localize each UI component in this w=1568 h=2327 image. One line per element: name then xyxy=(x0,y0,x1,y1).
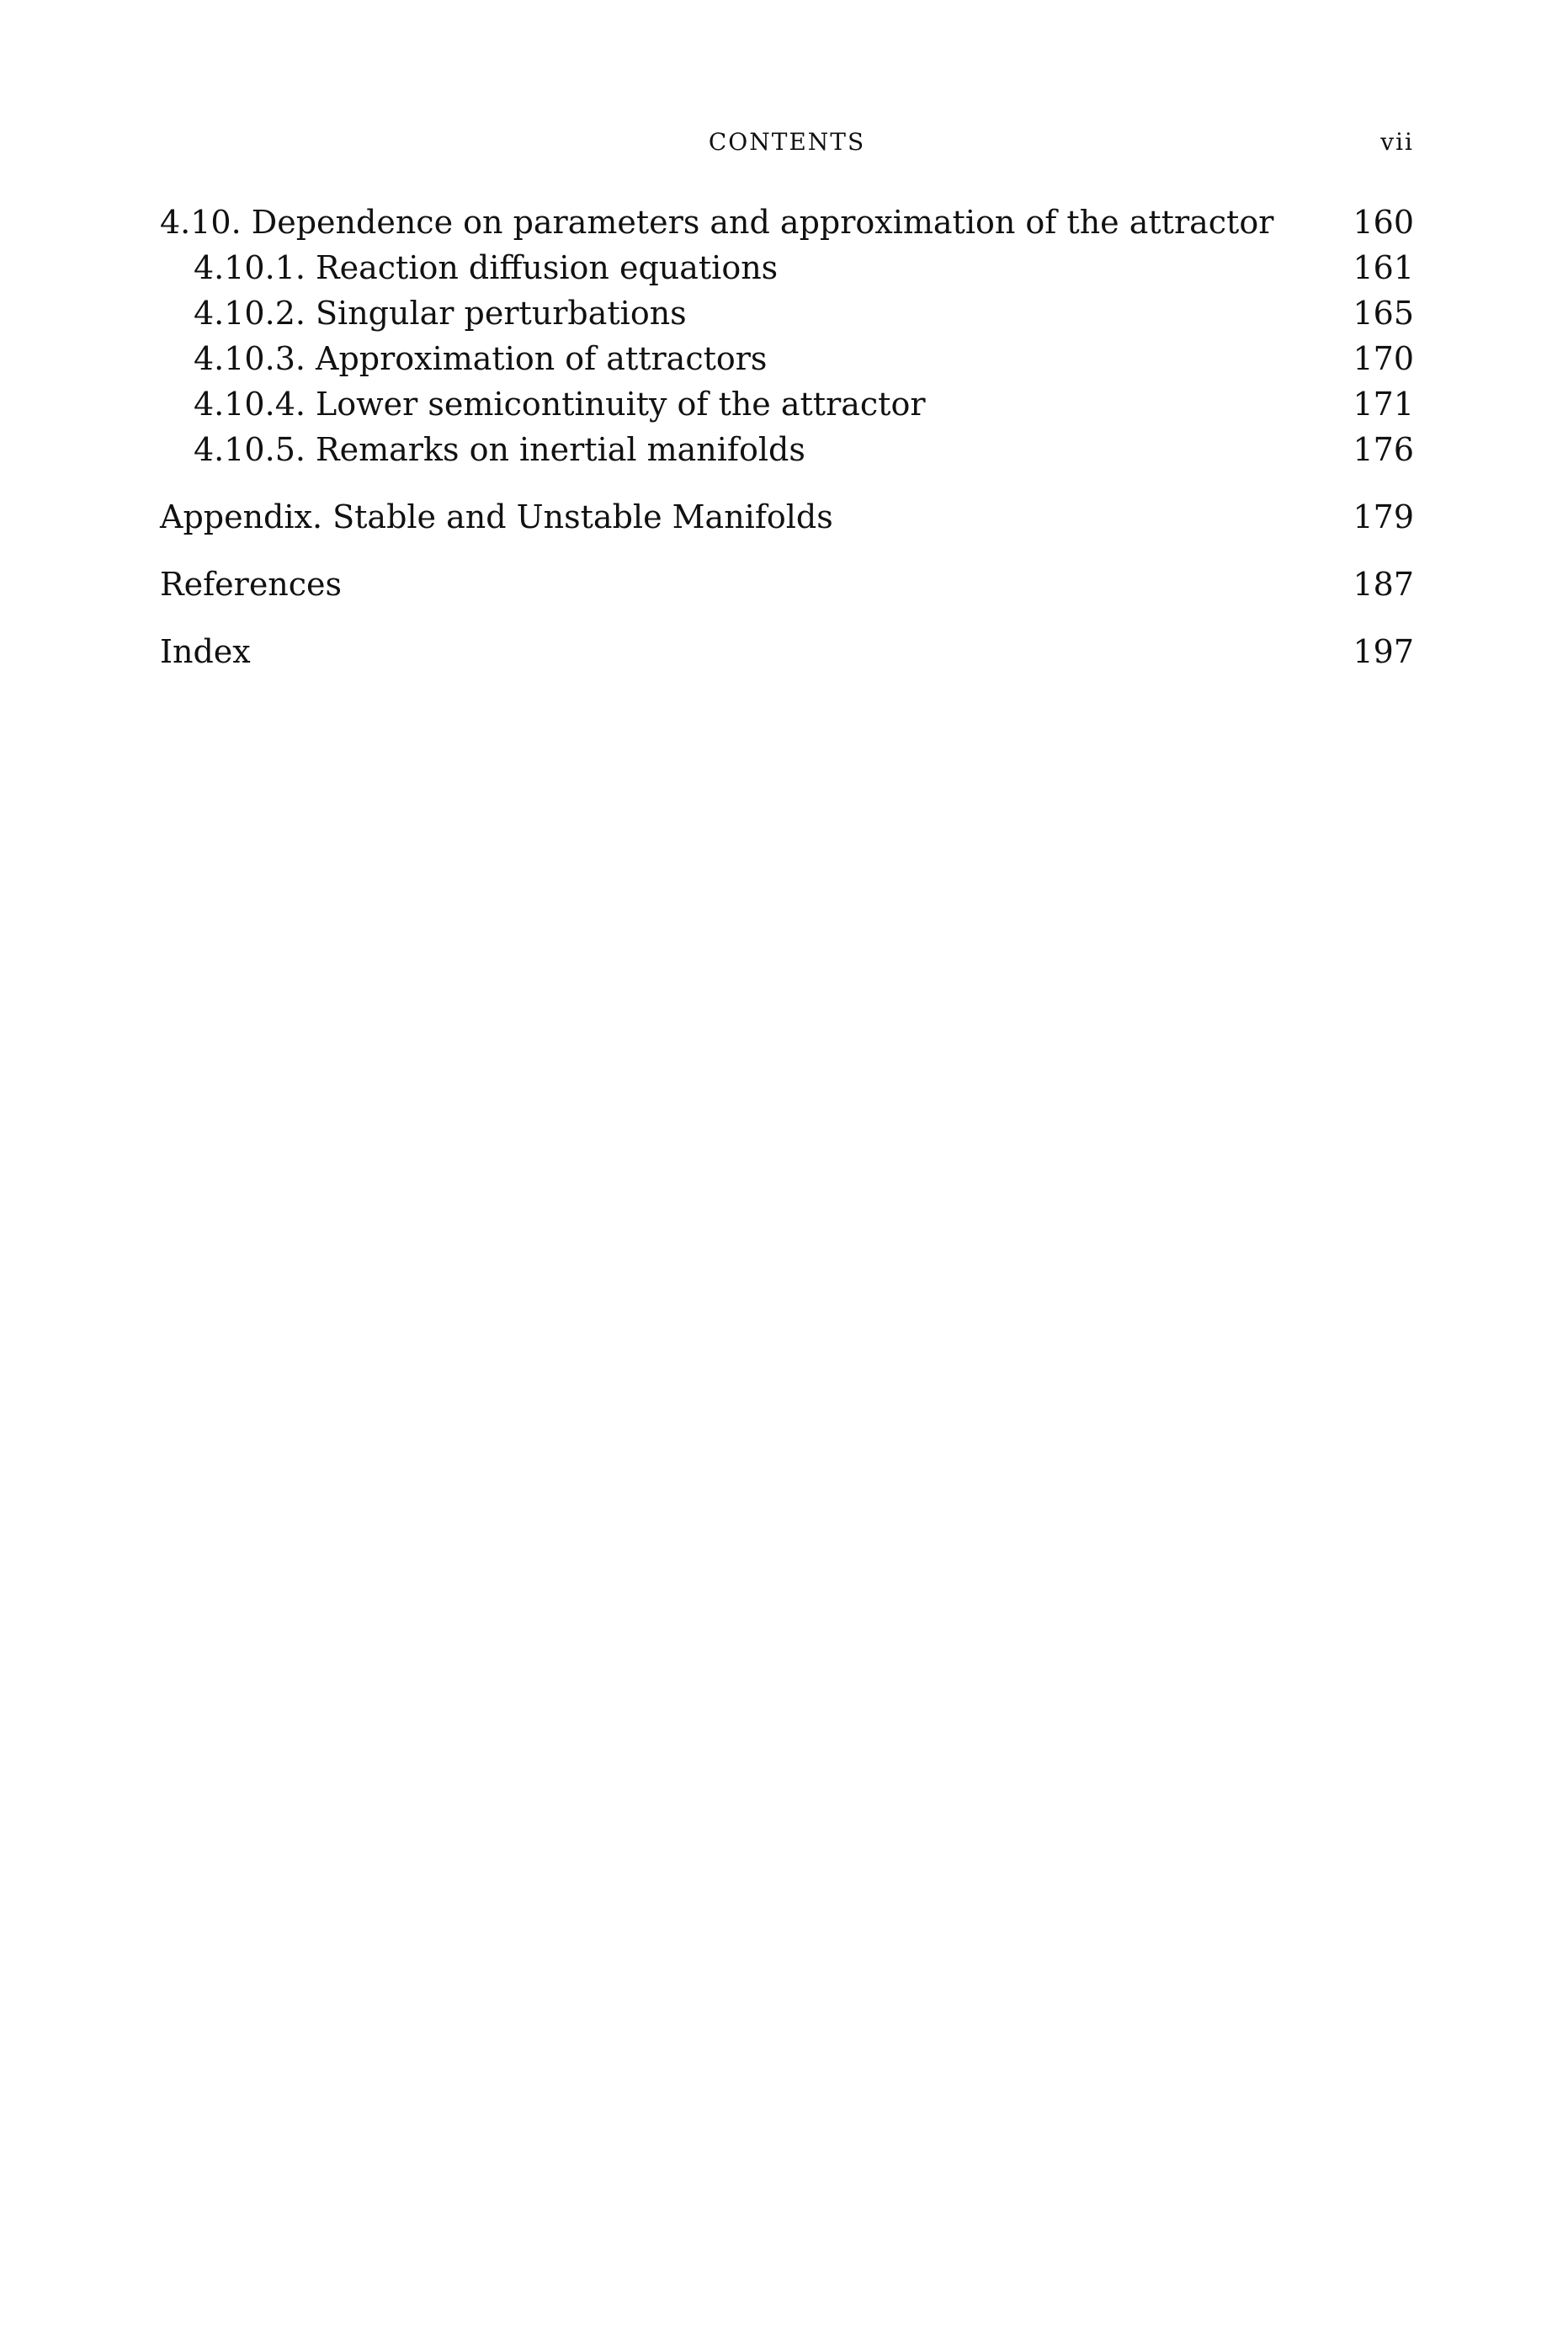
toc-entry-page: 176 xyxy=(1353,431,1414,468)
toc-entry-label: References xyxy=(160,566,343,603)
toc-entry-label: 4.10.2. Singular perturbations xyxy=(194,295,687,332)
toc-entry-page: 165 xyxy=(1353,295,1414,332)
toc-entry-section-4-10-1 xyxy=(160,245,1414,290)
toc-entry-page: 187 xyxy=(1353,566,1414,603)
running-header xyxy=(160,122,1414,162)
toc-entry-label: 4.10. Dependence on parameters and approximation of the attractor xyxy=(160,204,1274,241)
toc-entry-section-4-10-5 xyxy=(160,427,1414,472)
toc-entry-label: Appendix. Stable and Unstable Manifolds xyxy=(160,498,833,535)
running-title: CONTENTS xyxy=(708,128,866,156)
toc-entry-references xyxy=(160,562,1414,607)
toc-entry-section-4-10-4 xyxy=(160,381,1414,427)
table-of-contents xyxy=(160,200,1414,674)
toc-entry-page: 160 xyxy=(1353,204,1414,241)
toc-entry-appendix xyxy=(160,494,1414,540)
toc-entry-section-4-10-3 xyxy=(160,336,1414,381)
toc-entry-section-4-10-2 xyxy=(160,290,1414,336)
toc-entry-index xyxy=(160,629,1414,674)
toc-entry-label: 4.10.5. Remarks on inertial manifolds xyxy=(194,431,805,468)
toc-entry-label: 4.10.4. Lower semicontinuity of the attractor xyxy=(194,386,926,423)
toc-entry-page: 161 xyxy=(1353,249,1414,286)
page-number: vii xyxy=(1380,128,1414,156)
toc-entry-label: 4.10.3. Approximation of attractors xyxy=(194,340,768,377)
toc-entry-page: 171 xyxy=(1353,386,1414,423)
toc-entry-section-4-10 xyxy=(160,200,1414,245)
toc-entry-label: Index xyxy=(160,633,251,670)
toc-entry-page: 197 xyxy=(1353,633,1414,670)
toc-entry-label: 4.10.1. Reaction diffusion equations xyxy=(194,249,779,286)
toc-entry-page: 179 xyxy=(1353,498,1414,535)
toc-entry-page: 170 xyxy=(1353,340,1414,377)
